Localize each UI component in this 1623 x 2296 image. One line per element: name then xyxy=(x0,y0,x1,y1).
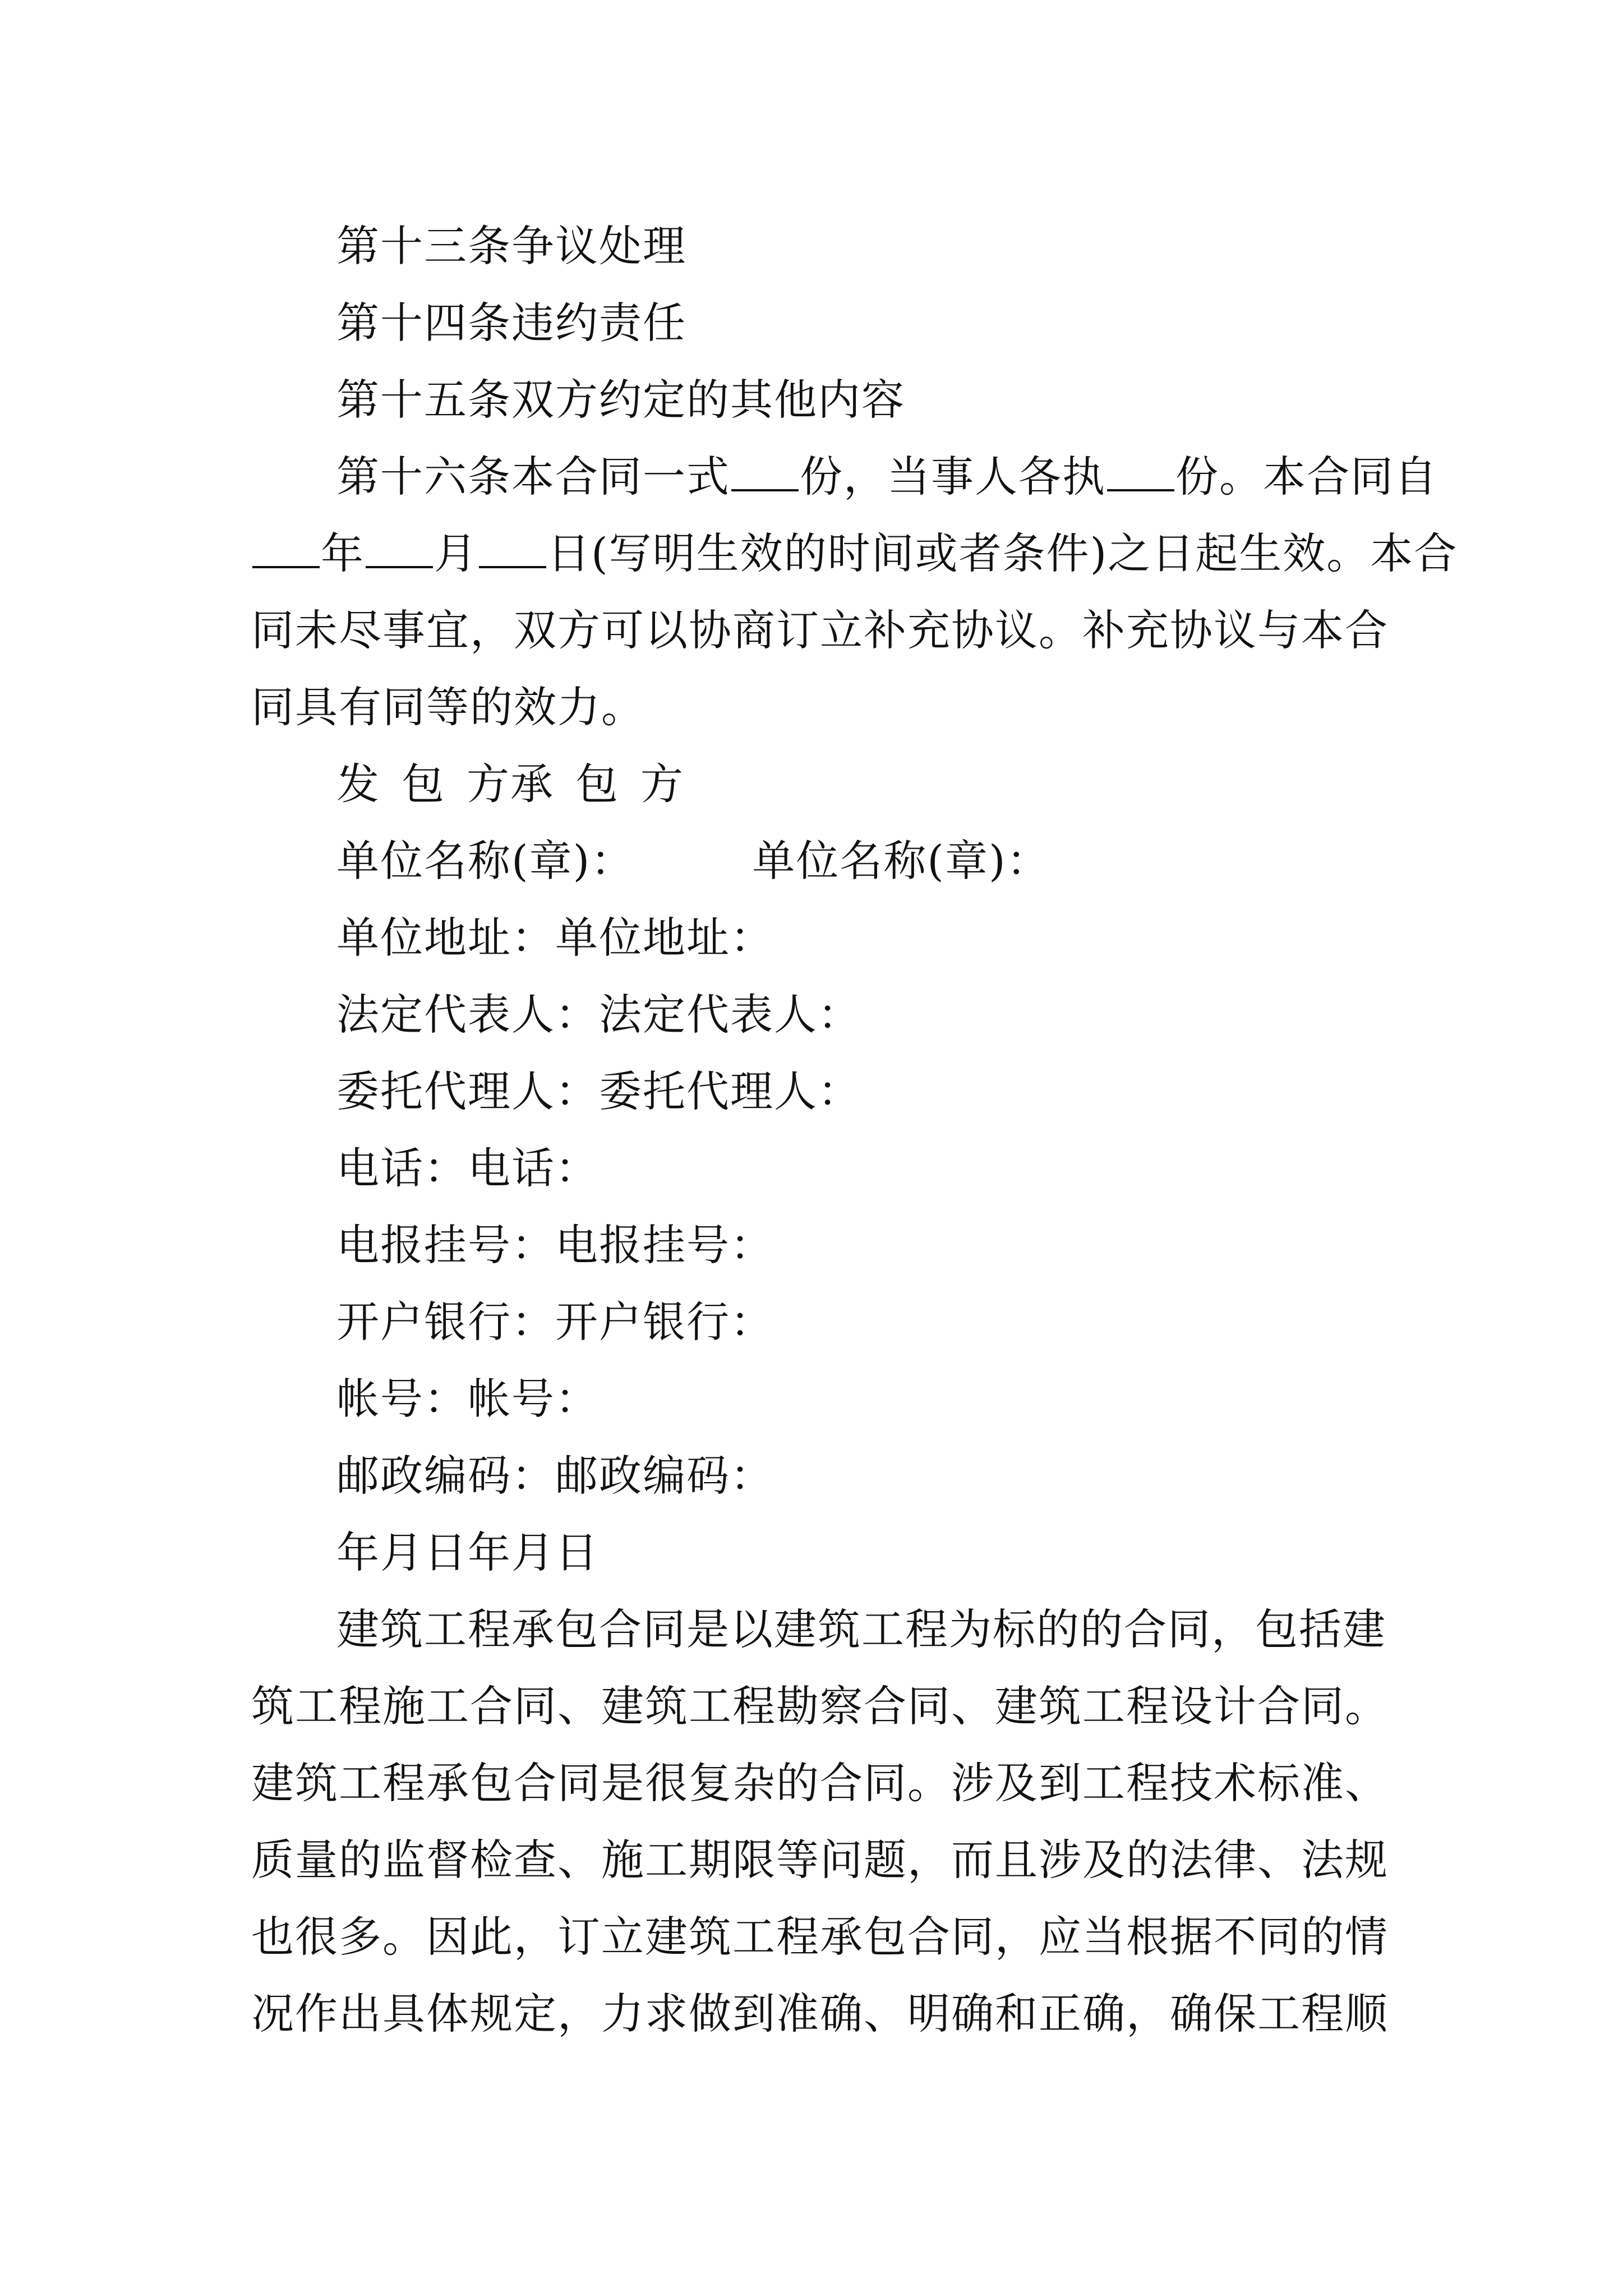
legal-rep-line: 法定代表人：法定代表人： xyxy=(336,990,861,1039)
party-headings xyxy=(251,746,1384,822)
blank-copies-total xyxy=(731,450,799,491)
party-b-char: 承 xyxy=(510,759,554,809)
paragraph-line-5: 也很多。因此，订立建筑工程承包合同，应当根据不同的情 xyxy=(251,1912,1389,1962)
unit-name-line xyxy=(251,822,1384,899)
article-15: 第十五条双方约定的其他内容 xyxy=(336,375,905,425)
bank-line: 开户银行：开户银行： xyxy=(336,1297,774,1347)
blank-month xyxy=(366,527,433,568)
article-16-line-4: 同具有同等的效力。 xyxy=(251,682,645,732)
article-16-text: 日(写明生效的时间或者条件)之日起生效。本合 xyxy=(547,528,1458,578)
article-16-line-3: 同未尽事宜，双方可以协商订立补充协议。补充协议与本合 xyxy=(251,605,1389,655)
unit-name-b: 单位名称(章)： xyxy=(752,836,1050,886)
paragraph-line-4: 质量的监督检查、施工期限等问题，而且涉及的法律、法规 xyxy=(251,1835,1389,1885)
paragraph-line-3: 建筑工程承包合同是很复杂的合同。涉及到工程技术标准、 xyxy=(251,1758,1389,1808)
postal-line: 邮政编码：邮政编码： xyxy=(336,1451,774,1501)
party-a-char: 包 xyxy=(402,759,445,809)
account-line: 帐号：帐号： xyxy=(336,1374,599,1424)
article-16-line-1 xyxy=(251,438,1438,515)
article-14: 第十四条违约责任 xyxy=(336,298,686,348)
article-13: 第十三条争议处理 xyxy=(336,221,686,271)
blank-copies-each xyxy=(1107,450,1174,491)
article-16-text: 份。本合同自 xyxy=(1175,452,1438,501)
article-16-text: 年 xyxy=(321,528,365,578)
unit-name-a: 单位名称(章)： xyxy=(336,836,635,886)
phone-line: 电话：电话： xyxy=(336,1143,599,1193)
article-16-text: 份，当事人各执 xyxy=(800,452,1106,501)
party-a-char: 发 xyxy=(336,759,380,809)
article-16-text: 月 xyxy=(434,528,478,578)
article-16-line-2 xyxy=(251,515,1458,592)
date-line: 年月日年月日 xyxy=(336,1527,599,1577)
address-line: 单位地址：单位地址： xyxy=(336,913,774,963)
party-b-char: 包 xyxy=(575,759,619,809)
article-16-text: 第十六条本合同一式 xyxy=(336,452,730,501)
paragraph-line-2: 筑工程施工合同、建筑工程勘察合同、建筑工程设计合同。 xyxy=(251,1681,1389,1731)
paragraph-line-6: 况作出具体规定，力求做到准确、明确和正确，确保工程顺 xyxy=(251,1989,1389,2039)
party-a-char: 方 xyxy=(467,759,510,809)
paragraph-line-1: 建筑工程承包合同是以建筑工程为标的的合同，包括建 xyxy=(336,1604,1386,1654)
agent-line: 委托代理人：委托代理人： xyxy=(336,1066,861,1116)
contract-text xyxy=(251,208,1458,2052)
blank-year xyxy=(252,527,320,568)
party-b-char: 方 xyxy=(640,759,684,809)
telegraph-line: 电报挂号：电报挂号： xyxy=(336,1220,774,1270)
blank-day xyxy=(479,527,546,568)
